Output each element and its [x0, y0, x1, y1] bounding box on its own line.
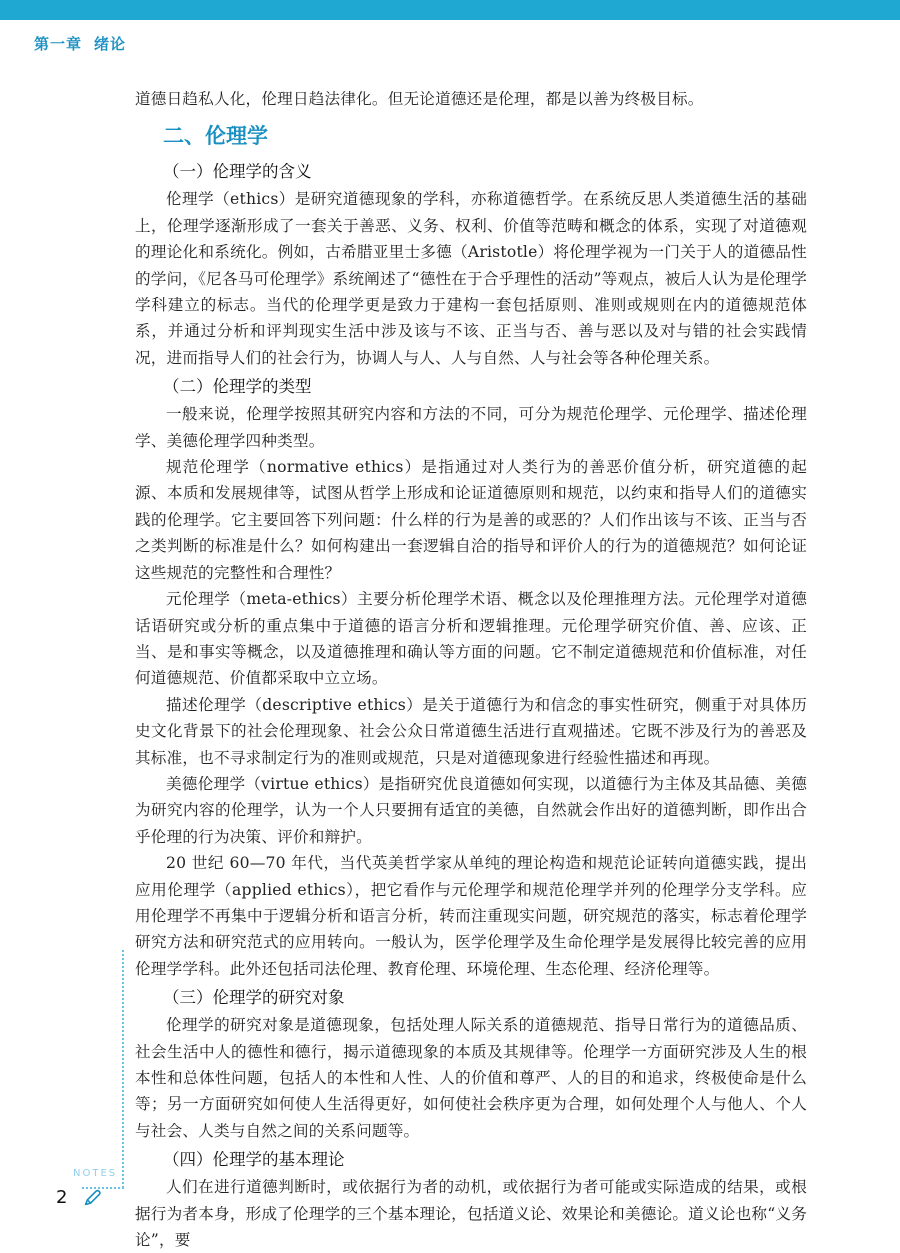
paragraph: 规范伦理学（normative ethics）是指通过对人类行为的善恶价值分析，研究道德的起源、本质和发展规律等，试图从哲学上形成和论证道德原则和规范，以约束和指导人们的道德实践的伦理学。它主要回答下列问题：什么样的行为是善的或恶的？人们作出该与不该、正当与否之类判断的标准是什么？如何构建出一套逻辑自洽的指导和评价人的行为的道德规范？如何论证这些规范的完整性和合理性？	[135, 458, 807, 582]
chapter-title: 绪论	[94, 35, 127, 53]
paragraph: 描述伦理学（descriptive ethics）是关于道德行为和信念的事实性研究，侧重于对具体历史文化背景下的社会伦理现象、社会公众日常道德生活进行直观描述。它既不涉及行为的善恶及其标准，也不寻求制定行为的准则或规范，只是对道德现象进行经验性描述和再现。	[135, 695, 807, 767]
top-color-bar	[0, 0, 900, 20]
paragraph: 伦理学（ethics）是研究道德现象的学科，亦称道德哲学。在系统反思人类道德生活的基础上，伦理学逐渐形成了一套关于善恶、义务、权利、价值等范畴和概念的体系，实现了对道德观的理论化和系统化。例如，古希腊亚里士多德（Aristotle）将伦理学视为一门关于人的道德品性的学问，《尼各马可伦理学》系统阐述了“德性在于合乎理性的活动”等观点，被后人认为是伦理学学科建立的标志。当代的伦理学更是致力于建构一套包括原则、准则或规则在内的道德规范体系，并通过分析和评判现实生活中涉及该与不该、正当与否、善与恶以及对与错的社会实践情况，进而指导人们的社会行为，协调人与人、人与自然、人与社会等各种伦理关系。	[135, 190, 807, 367]
subsection-heading-3: （三）伦理学的研究对象	[163, 988, 345, 1008]
intro-paragraph: 道德日趋私人化，伦理日趋法律化。但无论道德还是伦理，都是以善为终极目标。	[135, 90, 704, 108]
paragraph: 元伦理学（meta-ethics）主要分析伦理学术语、概念以及伦理推理方法。元伦理学对道德话语研究或分析的重点集中于道德的语言分析和逻辑推理。元伦理学研究价值、善、应该、正当、是和事实等概念，以及道德推理和确认等方面的问题。它不制定道德规范和价值标准，对任何道德规范、价值都采取中立立场。	[135, 590, 807, 688]
paragraph: 一般来说，伦理学按照其研究内容和方法的不同，可分为规范伦理学、元伦理学、描述伦理学、美德伦理学四种类型。	[135, 405, 807, 450]
page-number: 2	[56, 1187, 68, 1208]
pencil-icon	[81, 1187, 103, 1209]
chapter-label: 第一章	[34, 35, 83, 53]
section-heading: 二、伦理学	[163, 124, 268, 149]
notes-label: NOTES	[73, 1168, 118, 1179]
paragraph: 美德伦理学（virtue ethics）是指研究优良道德如何实现，以道德行为主体及其品德、美德为研究内容的伦理学，认为一个人只要拥有适宜的美德，自然就会作出好的道德判断，即作出合乎伦理的行为决策、评价和辩护。	[135, 774, 807, 846]
paragraph: 伦理学的研究对象是道德现象，包括处理人际关系的道德规范、指导日常行为的道德品质、社会生活中人的德性和德行，揭示道德现象的本质及其规律等。伦理学一方面研究涉及人生的根本性和总体性问题，包括人的本性和人性、人的价值和尊严、人的目的和追求，终极使命是什么等；另一方面研究如何使人生活得更好，如何使社会秩序更为合理，如何处理个人与他人、个人与社会、人类与自然之间的关系问题等。	[135, 1016, 807, 1140]
paragraph: 人们在进行道德判断时，或依据行为者的动机，或依据行为者可能或实际造成的结果，或根据行为者本身，形成了伦理学的三个基本理论，包括道义论、效果论和美德论。道义论也称“义务论”，要	[135, 1178, 807, 1250]
subsection-heading-2: （二）伦理学的类型	[163, 377, 312, 397]
subsection-heading-4: （四）伦理学的基本理论	[163, 1150, 345, 1170]
running-header	[34, 33, 126, 54]
notes-margin-dotted-line	[122, 950, 124, 1188]
subsection-heading-1: （一）伦理学的含义	[163, 162, 312, 182]
page-body	[135, 86, 807, 1253]
paragraph: 20 世纪 60—70 年代，当代英美哲学家从单纯的理论构造和规范论证转向道德实践，提出应用伦理学（applied ethics），把它看作与元伦理学和规范伦理学并列的伦理学分支学科。应用伦理学不再集中于逻辑分析和语言分析，转而注重现实问题，研究规范的落实，标志着伦理学研究方法和研究范式的应用转向。一般认为，医学伦理学及生命伦理学是发展得比较完善的应用伦理学学科。此外还包括司法伦理、教育伦理、环境伦理、生态伦理、经济伦理等。	[135, 854, 807, 978]
